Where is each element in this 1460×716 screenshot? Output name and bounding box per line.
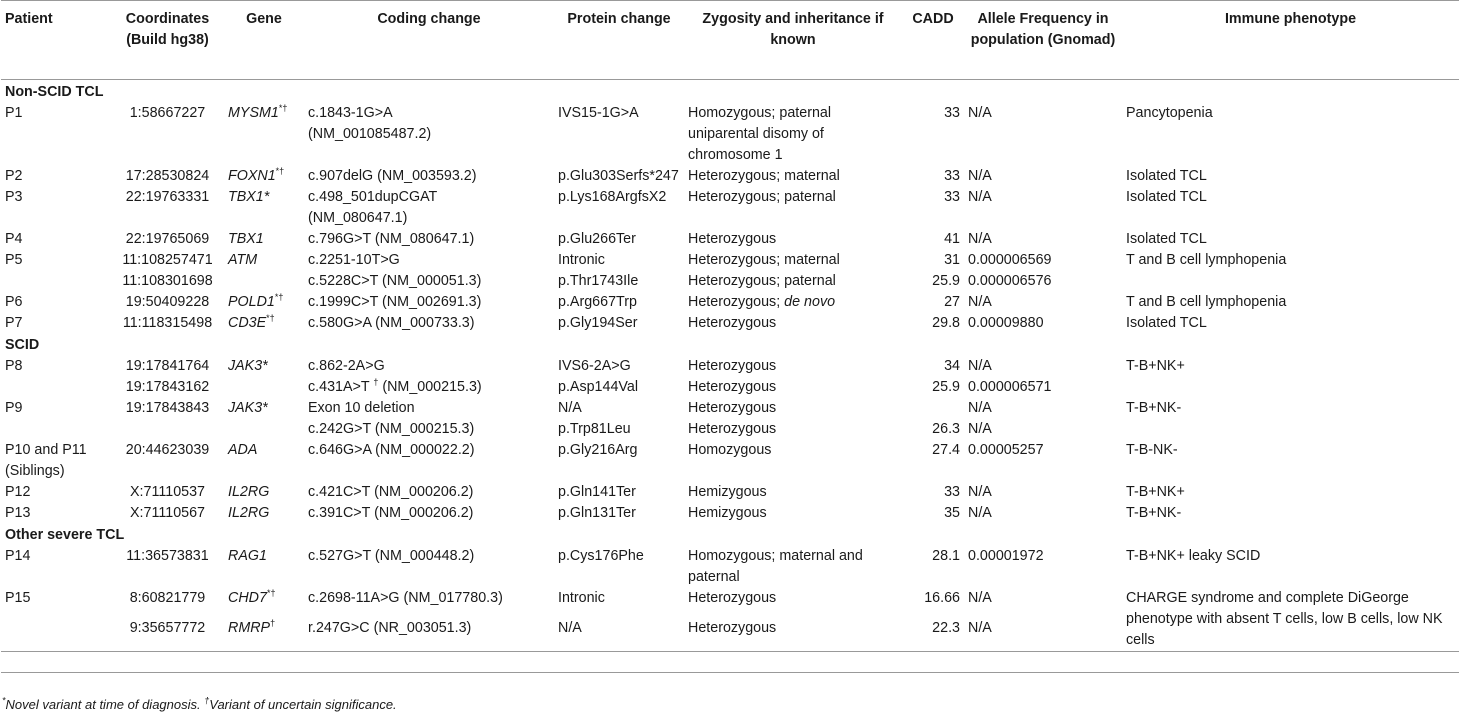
spacer-row	[1, 652, 1459, 673]
immune-cell: T-B+NK+	[1126, 358, 1185, 374]
protein-cell: IVS6-2A>G	[558, 358, 631, 374]
patient-cell: P4	[5, 231, 23, 247]
table-row	[1, 166, 1459, 187]
zygosity-cell: Homozygous; maternal and paternal	[688, 548, 863, 585]
gene-mark: *	[263, 189, 270, 205]
gene-name: IL2RG	[228, 505, 270, 521]
patient-cell: P1	[5, 105, 23, 121]
coord-cell: 20:44623039	[125, 442, 210, 458]
gene-name: ATM	[228, 252, 258, 268]
table-row	[1, 377, 1459, 398]
gene-name: TBX1	[228, 231, 264, 247]
allele-cell: 0.00009880	[968, 315, 1044, 331]
cadd-cell: 35	[944, 505, 960, 521]
coding-cell: Exon 10 deletion	[308, 400, 415, 416]
gene-cell	[224, 588, 304, 618]
coord-cell: 1:58667227	[129, 105, 206, 121]
gene-cell	[224, 419, 304, 440]
patient-line: P10 and P11	[5, 442, 87, 458]
patient-cell	[1, 271, 111, 292]
coding-line: c.498_501dupCGAT	[308, 189, 438, 205]
allele-cell: N/A	[968, 421, 992, 437]
zygosity-denovo: de novo	[784, 294, 836, 310]
table-row	[1, 440, 1459, 482]
header-gene: Gene	[246, 11, 282, 27]
cadd-cell: 31	[944, 252, 960, 268]
patient-cell	[1, 440, 111, 482]
gene-mark: *	[262, 400, 268, 416]
gene-cell	[224, 292, 304, 313]
allele-cell: N/A	[968, 168, 992, 184]
gene-cell	[224, 356, 304, 377]
patient-cell: P6	[5, 294, 23, 310]
immune-cell	[1122, 419, 1459, 440]
gene-cell	[224, 271, 304, 292]
zygosity-cell: Heterozygous	[688, 421, 777, 437]
gene-name: MYSM1	[228, 105, 279, 121]
gene-cell	[224, 103, 304, 166]
patient-line: (Siblings)	[5, 463, 65, 479]
protein-cell: p.Arg667Trp	[558, 294, 637, 310]
section-row	[1, 524, 1459, 546]
patient-cell: P7	[5, 315, 23, 331]
protein-cell: p.Glu303Serfs*247	[558, 168, 679, 184]
protein-cell: p.Glu266Ter	[558, 231, 636, 247]
allele-cell: N/A	[968, 400, 992, 416]
patient-cell: P9	[5, 400, 23, 416]
zygosity-cell: Heterozygous	[688, 231, 777, 247]
protein-cell: p.Gly216Arg	[558, 442, 638, 458]
immune-cell	[1122, 377, 1459, 398]
allele-cell: N/A	[968, 105, 992, 121]
zygosity-cell: Heterozygous; maternal	[688, 252, 840, 268]
allele-cell: 0.000006576	[968, 273, 1052, 289]
patient-cell: P8	[5, 358, 23, 374]
patient-cell	[1, 618, 111, 652]
footnote-novel: Novel variant at time of diagnosis.	[5, 697, 201, 712]
patient-cell: P3	[5, 189, 23, 205]
protein-cell: p.Cys176Phe	[558, 548, 644, 564]
patient-cell: P15	[5, 590, 31, 606]
allele-cell: 0.000006569	[968, 252, 1052, 268]
coord-cell: 11:36573831	[126, 548, 209, 564]
cadd-cell: 33	[944, 484, 960, 500]
coding-line: (NM_080647.1)	[308, 210, 408, 226]
table-row	[1, 356, 1459, 377]
cadd-cell: 34	[944, 358, 960, 374]
cadd-cell: 27.4	[932, 442, 960, 458]
table-footnote	[2, 697, 397, 712]
gene-cell	[224, 618, 304, 652]
coding-cell	[304, 187, 554, 229]
section-title: Other severe TCL	[5, 527, 125, 543]
allele-cell: N/A	[968, 505, 992, 521]
gene-mark: †	[270, 618, 276, 629]
cadd-cell: 33	[944, 105, 960, 121]
immune-cell: CHARGE syndrome and complete DiGeorge phenotype with absent T cells, low B cells, low NK cells	[1126, 590, 1443, 648]
gene-mark: *†	[274, 292, 284, 303]
coding-cell	[304, 377, 554, 398]
cadd-cell: 29.8	[932, 315, 960, 331]
header-immune: Immune phenotype	[1224, 11, 1357, 27]
allele-cell: N/A	[968, 358, 992, 374]
gene-cell	[224, 503, 304, 524]
patient-cell: P12	[5, 484, 31, 500]
zygosity-cell: Hemizygous	[688, 505, 767, 521]
cadd-cell: 16.66	[924, 590, 960, 606]
header-coordinates: Coordinates (Build hg38)	[125, 11, 210, 48]
coding-cell: c.1999C>T (NM_002691.3)	[308, 294, 482, 310]
allele-cell: 0.00005257	[968, 442, 1044, 458]
cadd-cell: 33	[944, 168, 960, 184]
cadd-cell: 28.1	[932, 548, 960, 564]
coord-cell: X:71110567	[130, 505, 205, 521]
coord-cell: X:71110537	[130, 484, 205, 500]
patient-cell: P5	[5, 252, 23, 268]
immune-cell: Isolated TCL	[1126, 168, 1207, 184]
table-row	[1, 419, 1459, 440]
table-row	[1, 229, 1459, 250]
zygosity-cell: Heterozygous	[688, 315, 777, 331]
immune-cell: T and B cell lymphopenia	[1126, 252, 1287, 268]
gene-mark: *†	[266, 588, 276, 599]
immune-cell: T-B+NK-	[1126, 400, 1182, 416]
coding-text: c.431A>T	[308, 379, 370, 395]
immune-cell: Isolated TCL	[1126, 315, 1207, 331]
zygosity-cell: Heterozygous	[688, 619, 777, 636]
zygosity-cell: Heterozygous; maternal	[688, 168, 840, 184]
coord-cell: 19:17843843	[125, 400, 210, 416]
gene-cell	[224, 250, 304, 271]
gene-name: RAG1	[228, 548, 267, 564]
cadd-cell: 27	[944, 294, 960, 310]
patient-cell	[1, 377, 111, 398]
zygosity-cell: Heterozygous	[688, 379, 777, 395]
cadd-cell: 33	[944, 189, 960, 205]
protein-cell: p.Gln141Ter	[558, 484, 636, 500]
protein-cell: p.Thr1743Ile	[558, 273, 639, 289]
gene-cell	[224, 377, 304, 398]
zygosity-cell: Homozygous	[688, 442, 772, 458]
patient-cell: P14	[5, 548, 31, 564]
coord-cell: 11:108257471	[122, 252, 213, 268]
section-title: SCID	[5, 337, 40, 353]
protein-cell: Intronic	[558, 252, 605, 268]
footnote-mark-novel: *	[2, 695, 6, 706]
protein-cell: p.Gly194Ser	[558, 315, 638, 331]
cadd-cell: 41	[944, 231, 960, 247]
immune-cell: T-B-NK-	[1126, 442, 1178, 458]
immune-cell: T and B cell lymphopenia	[1126, 294, 1287, 310]
gene-name: JAK3	[228, 400, 263, 416]
coding-cell	[304, 103, 554, 166]
patient-cell: P13	[5, 505, 31, 521]
coding-cell: c.242G>T (NM_000215.3)	[308, 421, 475, 437]
gene-cell	[224, 166, 304, 187]
coding-cell: c.2698-11A>G (NM_017780.3)	[308, 590, 503, 606]
table-row	[1, 313, 1459, 334]
table-row	[1, 398, 1459, 419]
section-title: Non-SCID TCL	[5, 84, 104, 100]
coord-cell: 22:19763331	[125, 189, 210, 205]
gene-mark: *†	[275, 166, 285, 177]
table-row	[1, 187, 1459, 229]
coord-cell: 19:17841764	[125, 358, 210, 374]
allele-cell: N/A	[968, 590, 992, 606]
coding-cell: c.527G>T (NM_000448.2)	[308, 548, 475, 564]
zygosity-cell: Heterozygous; paternal	[688, 189, 836, 205]
protein-cell: N/A	[558, 400, 582, 416]
allele-cell: 0.000006571	[968, 379, 1052, 395]
gene-cell	[224, 313, 304, 334]
gene-cell	[224, 229, 304, 250]
allele-cell: N/A	[968, 294, 992, 310]
protein-cell: p.Gln131Ter	[558, 505, 636, 521]
protein-cell: IVS15-1G>A	[558, 105, 639, 121]
immune-cell: T-B+NK-	[1126, 505, 1182, 521]
table-row	[1, 588, 1459, 618]
table-row	[1, 292, 1459, 313]
coord-cell: 11:108301698	[122, 273, 213, 289]
table-row	[1, 482, 1459, 503]
coord-cell: 19:17843162	[125, 379, 210, 395]
gene-name: CHD7	[228, 590, 267, 606]
zygosity-cell: Heterozygous	[688, 400, 777, 416]
zygosity-cell: Heterozygous	[688, 358, 777, 374]
coding-cell: c.421C>T (NM_000206.2)	[308, 484, 474, 500]
coding-line: c.1843-1G>A	[308, 105, 393, 121]
protein-cell: p.Trp81Leu	[558, 421, 631, 437]
header-protein: Protein change	[567, 11, 671, 27]
immune-cell: T-B+NK+ leaky SCID	[1126, 548, 1261, 564]
gene-cell	[224, 187, 304, 229]
protein-cell: p.Lys168ArgfsX2	[558, 189, 667, 205]
zygosity-text: Heterozygous;	[688, 294, 781, 310]
immune-cell: T-B+NK+	[1126, 484, 1185, 500]
coord-cell: 19:50409228	[125, 294, 210, 310]
allele-cell: 0.00001972	[968, 548, 1044, 564]
coding-cell: c.862-2A>G	[308, 358, 385, 374]
zygosity-cell	[684, 292, 902, 313]
patient-cell	[1, 419, 111, 440]
section-row	[1, 80, 1459, 104]
zygosity-cell: Heterozygous; paternal	[688, 273, 836, 289]
protein-cell: p.Asp144Val	[558, 379, 639, 395]
coord-cell: 22:19765069	[125, 231, 210, 247]
variant-table	[1, 0, 1459, 673]
cadd-cell	[902, 398, 964, 419]
table-row	[1, 103, 1459, 166]
protein-cell: Intronic	[558, 590, 605, 606]
table-row	[1, 546, 1459, 588]
coding-cell: c.907delG (NM_003593.2)	[308, 168, 477, 184]
coord-cell	[111, 419, 224, 440]
allele-cell: N/A	[968, 189, 992, 205]
table-row	[1, 250, 1459, 271]
patient-cell: P2	[5, 168, 23, 184]
coding-cell: c.646G>A (NM_000022.2)	[308, 442, 475, 458]
gene-mark: *	[262, 358, 268, 374]
gene-cell	[224, 546, 304, 588]
zygosity-cell: Hemizygous	[688, 484, 767, 500]
allele-cell: N/A	[968, 231, 992, 247]
zygosity-cell: Heterozygous	[688, 590, 777, 606]
cadd-cell: 25.9	[932, 379, 960, 395]
gene-name: CD3E	[228, 315, 267, 331]
coding-line: (NM_001085487.2)	[308, 126, 432, 142]
allele-cell: N/A	[968, 484, 992, 500]
gene-cell	[224, 482, 304, 503]
table-row	[1, 503, 1459, 524]
coding-mark: †	[373, 377, 379, 388]
gene-name: ADA	[228, 442, 258, 458]
gene-cell	[224, 398, 304, 419]
footnote-mark-vus: †	[204, 695, 210, 706]
immune-cell	[1122, 271, 1459, 292]
coding-cell: c.2251-10T>G	[308, 252, 400, 268]
gene-name: JAK3	[228, 358, 263, 374]
gene-cell	[224, 440, 304, 482]
protein-cell: N/A	[558, 619, 582, 636]
coord-cell: 9:35657772	[129, 619, 206, 636]
cadd-cell: 22.3	[932, 619, 960, 636]
coding-cell: c.796G>T (NM_080647.1)	[308, 231, 475, 247]
header-cadd: CADD	[912, 11, 954, 27]
coding-accession: (NM_000215.3)	[382, 379, 482, 395]
header-row	[1, 1, 1459, 80]
coding-cell: c.5228C>T (NM_000051.3)	[308, 273, 482, 289]
header-patient: Patient	[5, 11, 53, 27]
header-allele: Allele Frequency in population (Gnomad)	[970, 11, 1116, 48]
gene-name: TBX1	[228, 189, 264, 205]
immune-cell: Pancytopenia	[1126, 105, 1213, 121]
gene-mark: *†	[266, 313, 275, 324]
header-coding: Coding change	[377, 11, 481, 27]
spacer-cell	[1, 652, 1459, 673]
cadd-cell: 26.3	[932, 421, 960, 437]
allele-cell: N/A	[968, 619, 992, 636]
coding-cell: c.580G>A (NM_000733.3)	[308, 315, 475, 331]
gene-mark: *†	[278, 103, 288, 114]
cadd-cell: 25.9	[932, 273, 960, 289]
gene-name: POLD1	[228, 294, 275, 310]
coding-cell: c.391C>T (NM_000206.2)	[308, 505, 474, 521]
gene-name: RMRP	[228, 619, 271, 636]
header-zygosity: Zygosity and inheritance if known	[702, 11, 884, 48]
immune-cell: Isolated TCL	[1126, 231, 1207, 247]
gene-name: FOXN1	[228, 168, 276, 184]
table-row	[1, 271, 1459, 292]
footnote-vus: Variant of uncertain significance.	[209, 697, 397, 712]
section-row	[1, 334, 1459, 356]
coord-cell: 8:60821779	[129, 590, 206, 606]
immune-cell: Isolated TCL	[1126, 189, 1207, 205]
coord-cell: 17:28530824	[125, 168, 210, 184]
coding-cell: r.247G>C (NR_003051.3)	[308, 619, 472, 636]
coord-cell: 11:118315498	[122, 315, 213, 331]
zygosity-cell: Homozygous; paternal uniparental disomy of chromosome 1	[688, 105, 832, 163]
gene-name: IL2RG	[228, 484, 270, 500]
